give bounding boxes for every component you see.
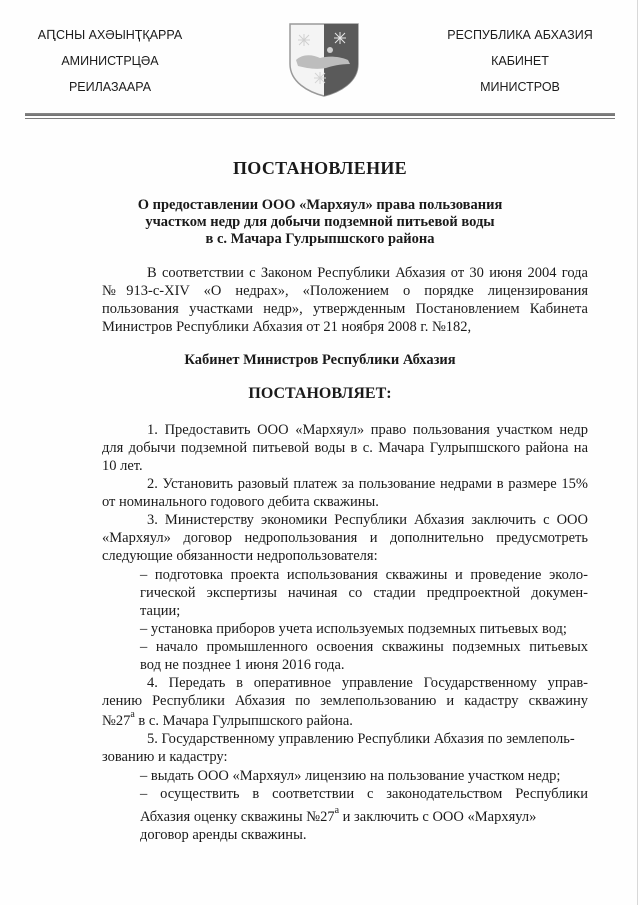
item-4-line: лению Республики Абхазия по землепользованию и кадастру скважину (102, 693, 588, 709)
well-number: №27 (102, 713, 131, 729)
item-3-bullet-1-line: тации; (140, 603, 181, 619)
item-2-paragraph: 2. Установить разовый платеж за пользование недрами в размере 15% от номинального годового дебита скважины. (102, 476, 588, 510)
item-5-bullet-2-line: – осуществить в соответствии с законодательством Республики (140, 786, 588, 802)
item-4-location: в с. Мачара Гулрыпшского района. (134, 713, 353, 729)
item-1-paragraph: 1. Предоставить ООО «Мархяул» право пользования участком недр для добычи подземной питьевой воды в с. Мачара Гулрыпшского района на 10 лет. (102, 422, 588, 474)
letterhead-abkhaz (30, 22, 190, 100)
subtitle-line: О предоставлении ООО «Мархяул» права пользования (137, 197, 503, 213)
item-3-bullet-2: – установка приборов учета используемых подземных питьевых вод; (140, 621, 567, 637)
letterhead-rule-thin (25, 118, 615, 119)
item-3-paragraph: 3. Министерству экономики Республики Абхазия заключить с ООО «Мархяул» договор недропользования и дополнительно предусмотреть следующие обязанности недропользователя: (102, 512, 588, 564)
letterhead-russian-line: МИНИСТРОВ (480, 80, 560, 94)
item-5-bullet-2-line: договор аренды скважины. (140, 827, 307, 843)
well-superscript: а (130, 709, 135, 720)
letterhead-abkhaz-line: РЕИЛАЗААРА (68, 80, 152, 94)
subtitle-line: участком недр для добычи подземной питьевой воды (145, 214, 495, 230)
item-3-bullet-3-line: вод не позднее 1 июня 2016 года. (140, 657, 345, 673)
coat-of-arms-icon (286, 20, 362, 98)
subtitle-line: в с. Мачара Гулрыпшского района (205, 231, 435, 247)
preamble-paragraph: В соответствии с Законом Республики Абхазия от 30 июня 2004 года №913-с-XIV «О недрах», «Положением о порядке лицензирования пользования участками недр», утвержденным Постановлением Кабинета Министров Республики Абхазия от 21 ноября 2008 г. №182, (102, 265, 588, 335)
letterhead-rule (25, 113, 615, 116)
document-title: ПОСТАНОВЛЕНИЕ (233, 158, 407, 178)
item-5-bullet-1: – выдать ООО «Мархяул» лицензию на пользование участком недр; (140, 768, 561, 784)
letterhead-abkhaz-line: АԤСНЫ АХӘЫНҬҚАРРА (37, 28, 183, 42)
item-4-line (102, 709, 353, 730)
item-3-bullet-3-line: – начало промышленного освоения скважины подземных питьевых (140, 639, 588, 655)
page-edge (637, 0, 638, 905)
letterhead-abkhaz-line: АМИНИСТРЦӘА (61, 54, 159, 68)
letterhead-russian (440, 22, 600, 100)
item-5-line: 5. Государственному управлению Республики Абхазия по землеполь- (147, 731, 575, 747)
item-4-line: 4. Передать в оперативное управление Государственному управ- (147, 675, 588, 691)
item-3-bullet-1-line: – подготовка проекта использования скважины и проведение эколо- (140, 567, 588, 583)
item-5-line: зованию и кадастру: (102, 749, 228, 765)
item-3-bullet-1-line: гической экспертизы начиная со стадии предпроектной докумен- (140, 585, 588, 601)
resolves-heading: ПОСТАНОВЛЯЕТ: (248, 385, 392, 402)
letterhead-russian-line: КАБИНЕТ (491, 54, 549, 68)
item-5-bullet-2-text: Абхазия оценку скважины №27 (140, 809, 335, 825)
authority-heading: Кабинет Министров Республики Абхазия (184, 352, 456, 368)
well-superscript: а (334, 805, 340, 816)
item-5-bullet-2-text: и заключить с ООО «Мархяул» (339, 809, 537, 825)
letterhead-russian-line: РЕСПУБЛИКА АБХАЗИЯ (447, 28, 593, 42)
document-subtitle (100, 197, 540, 248)
item-5-bullet-2-line (140, 805, 588, 826)
